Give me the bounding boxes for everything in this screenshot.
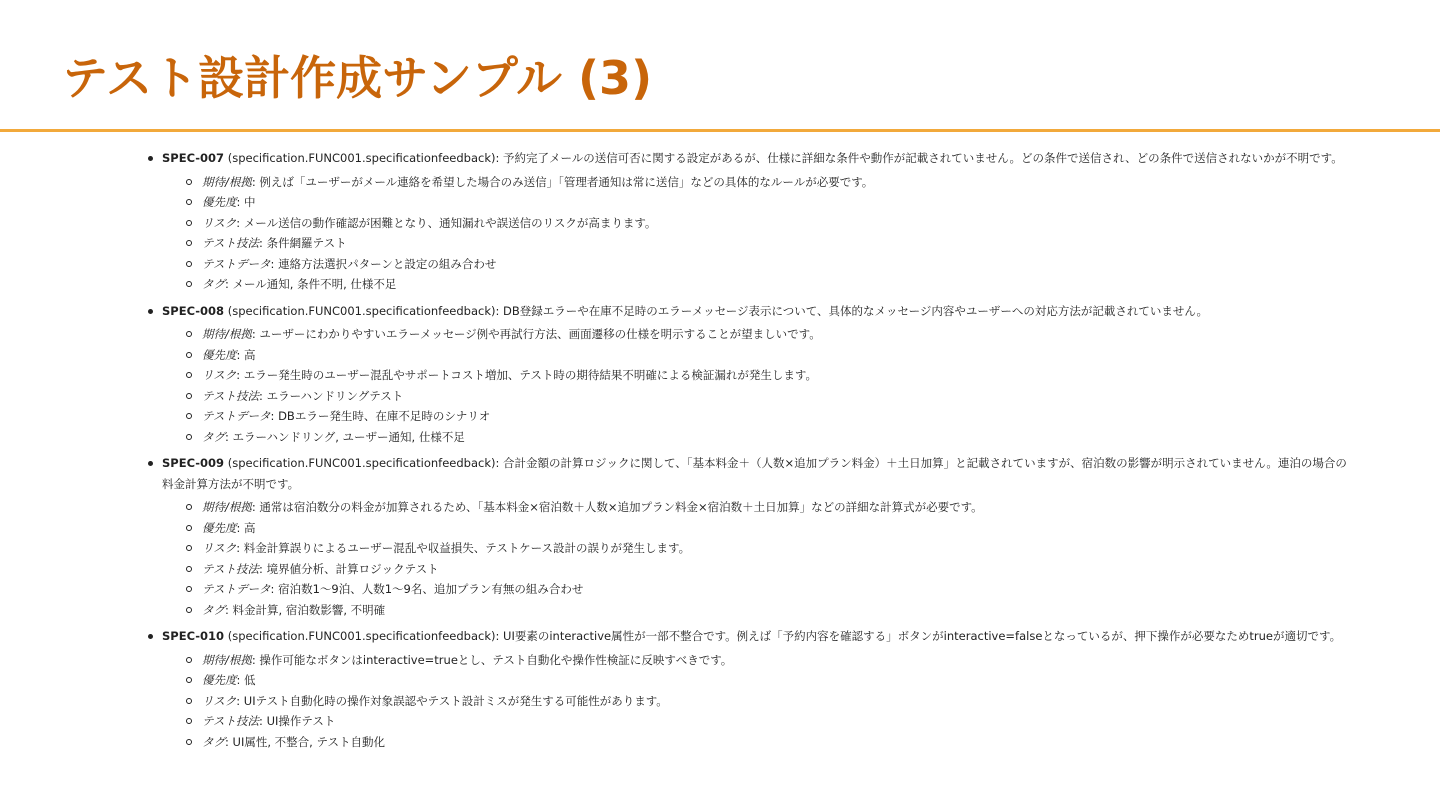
spec-detail-item bbox=[186, 254, 1348, 275]
spec-description: DB登録エラーや在庫不足時のエラーメッセージ表示について、具体的なメッセージ内容やユーザーへの対応方法が記載されていません。 bbox=[503, 303, 1209, 318]
bullet-icon bbox=[148, 309, 153, 314]
detail-text: : 通常は宿泊数分の料金が加算されるため、「基本料金×宿泊数＋人数×追加プラン料金×宿泊数＋土日加算」などの詳細な計算式が必要です。 bbox=[251, 500, 983, 514]
spec-id: SPEC-008 bbox=[162, 303, 225, 318]
spec-detail-item bbox=[186, 559, 1348, 580]
spec-item bbox=[148, 148, 1348, 295]
detail-text: : 連絡方法選択パターンと設定の組み合わせ bbox=[270, 256, 497, 271]
spec-source: (specification.FUNC001.specificationfeedback): bbox=[224, 456, 504, 470]
spec-detail-item bbox=[186, 233, 1348, 254]
circle-bullet-icon bbox=[186, 281, 192, 287]
circle-bullet-icon bbox=[186, 393, 192, 399]
circle-bullet-icon bbox=[186, 566, 192, 572]
detail-label: テストデータ bbox=[202, 582, 271, 596]
circle-bullet-icon bbox=[186, 607, 192, 613]
detail-text: : 料金計算, 宿泊数影響, 不明確 bbox=[225, 602, 386, 617]
detail-label: 優先度 bbox=[202, 520, 237, 535]
spec-source: (specification.FUNC001.specificationfeedback): bbox=[224, 151, 504, 165]
spec-source: (specification.FUNC001.specificationfeedback): bbox=[224, 303, 504, 318]
circle-bullet-icon bbox=[186, 525, 192, 531]
detail-text: : 操作可能なボタンはinteractive=trueとし、テスト自動化や操作性検証に反映すべきです。 bbox=[251, 652, 733, 667]
spec-summary bbox=[162, 148, 1348, 169]
slide-title: テスト設計作成サンプル (3) bbox=[62, 51, 653, 105]
detail-label: テスト技法 bbox=[202, 714, 260, 728]
detail-label: タグ bbox=[202, 734, 225, 749]
detail-label: 期待/根拠 bbox=[202, 652, 252, 667]
spec-detail-item bbox=[186, 650, 1348, 671]
spec-detail-item bbox=[186, 732, 1348, 753]
spec-detail-item bbox=[186, 192, 1348, 213]
circle-bullet-icon bbox=[186, 220, 192, 226]
circle-bullet-icon bbox=[186, 698, 192, 704]
detail-label: 期待/根拠 bbox=[202, 174, 252, 189]
spec-detail-item bbox=[186, 427, 1348, 448]
spec-detail-item bbox=[186, 600, 1348, 621]
circle-bullet-icon bbox=[186, 372, 192, 378]
spec-id: SPEC-009 bbox=[162, 456, 225, 470]
bullet-icon bbox=[148, 156, 153, 161]
circle-bullet-icon bbox=[186, 434, 192, 440]
detail-label: 優先度 bbox=[202, 195, 237, 209]
detail-text: : エラーハンドリングテスト bbox=[259, 388, 404, 403]
spec-item bbox=[148, 453, 1348, 620]
detail-label: タグ bbox=[202, 429, 225, 444]
spec-detail-item bbox=[186, 172, 1348, 193]
detail-text: : 料金計算誤りによるユーザー混乱や収益損失、テストケース設計の誤りが発生します。 bbox=[236, 541, 691, 555]
detail-text: : UI操作テスト bbox=[259, 714, 336, 728]
circle-bullet-icon bbox=[186, 504, 192, 510]
spec-detail-list bbox=[162, 650, 1348, 753]
circle-bullet-icon bbox=[186, 179, 192, 185]
spec-detail-list bbox=[162, 324, 1348, 447]
spec-detail-item bbox=[186, 497, 1348, 518]
circle-bullet-icon bbox=[186, 677, 192, 683]
circle-bullet-icon bbox=[186, 199, 192, 205]
detail-label: 優先度 bbox=[202, 673, 237, 687]
detail-text: : UIテスト自動化時の操作対象誤認やテスト設計ミスが発生する可能性があります。 bbox=[236, 693, 668, 708]
spec-item bbox=[148, 301, 1348, 448]
spec-detail-item bbox=[186, 579, 1348, 600]
detail-label: 期待/根拠 bbox=[202, 500, 252, 514]
spec-feedback-list bbox=[148, 148, 1348, 758]
spec-detail-item bbox=[186, 518, 1348, 539]
spec-summary bbox=[162, 301, 1348, 322]
detail-label: タグ bbox=[202, 602, 225, 617]
spec-detail-item bbox=[186, 386, 1348, 407]
detail-text: : 条件網羅テスト bbox=[259, 236, 347, 250]
detail-label: タグ bbox=[202, 277, 225, 291]
spec-id: SPEC-010 bbox=[162, 629, 225, 643]
detail-label: テスト技法 bbox=[202, 388, 260, 403]
circle-bullet-icon bbox=[186, 718, 192, 724]
detail-text: : 高 bbox=[236, 520, 256, 535]
detail-text: : ユーザーにわかりやすいエラーメッセージ例や再試行方法、画面遷移の仕様を明示することが望ましいです。 bbox=[251, 327, 821, 341]
spec-description: UI要素のinteractive属性が一部不整合です。例えば「予約内容を確認する」ボタンがinteractive=falseとなっているが、押下操作が必要なためtrueが適切です。 bbox=[503, 629, 1342, 643]
detail-text: : 境界値分析、計算ロジックテスト bbox=[259, 561, 439, 576]
detail-label: テスト技法 bbox=[202, 236, 260, 250]
detail-label: リスク bbox=[202, 368, 237, 382]
title-divider bbox=[0, 129, 1440, 132]
spec-description: 予約完了メールの送信可否に関する設定があるが、仕様に詳細な条件や動作が記載されていません。どの条件で送信され、どの条件で送信されないかが不明です。 bbox=[503, 151, 1343, 165]
spec-summary bbox=[162, 453, 1348, 494]
detail-text: : メール通知, 条件不明, 仕様不足 bbox=[225, 277, 397, 291]
detail-label: テストデータ bbox=[202, 256, 271, 271]
circle-bullet-icon bbox=[186, 352, 192, 358]
detail-label: リスク bbox=[202, 215, 237, 230]
spec-description: 合計金額の計算ロジックに関して、「基本料金＋（人数×追加プラン料金）＋土日加算」と記載されていますが、宿泊数の影響が明示されていません。連泊の場合の料金計算方法が不明です。 bbox=[162, 456, 1347, 491]
detail-label: 期待/根拠 bbox=[202, 327, 252, 341]
detail-text: : メール送信の動作確認が困難となり、通知漏れや誤送信のリスクが高まります。 bbox=[236, 215, 657, 230]
spec-detail-list bbox=[162, 172, 1348, 295]
circle-bullet-icon bbox=[186, 331, 192, 337]
detail-text: : 中 bbox=[236, 195, 256, 209]
spec-item bbox=[148, 626, 1348, 752]
spec-detail-item bbox=[186, 274, 1348, 295]
detail-label: リスク bbox=[202, 541, 237, 555]
circle-bullet-icon bbox=[186, 657, 192, 663]
detail-text: : 低 bbox=[236, 673, 256, 687]
spec-detail-item bbox=[186, 691, 1348, 712]
detail-text: : UI属性, 不整合, テスト自動化 bbox=[225, 734, 385, 749]
spec-detail-item bbox=[186, 345, 1348, 366]
spec-summary bbox=[162, 626, 1348, 647]
spec-detail-item bbox=[186, 324, 1348, 345]
spec-id: SPEC-007 bbox=[162, 151, 225, 165]
spec-detail-item bbox=[186, 538, 1348, 559]
detail-text: : 宿泊数1〜9泊、人数1〜9名、追加プラン有無の組み合わせ bbox=[270, 582, 584, 596]
circle-bullet-icon bbox=[186, 261, 192, 267]
circle-bullet-icon bbox=[186, 413, 192, 419]
bullet-icon bbox=[148, 634, 153, 639]
circle-bullet-icon bbox=[186, 240, 192, 246]
spec-detail-item bbox=[186, 711, 1348, 732]
detail-text: : 高 bbox=[236, 347, 256, 362]
spec-detail-item bbox=[186, 213, 1348, 234]
spec-source: (specification.FUNC001.specificationfeedback): bbox=[224, 629, 504, 643]
detail-label: リスク bbox=[202, 693, 237, 708]
bullet-icon bbox=[148, 461, 153, 466]
detail-text: : DBエラー発生時、在庫不足時のシナリオ bbox=[270, 409, 491, 423]
detail-label: 優先度 bbox=[202, 347, 237, 362]
detail-text: : エラーハンドリング, ユーザー通知, 仕様不足 bbox=[225, 429, 465, 444]
detail-text: : 例えば「ユーザーがメール連絡を希望した場合のみ送信」「管理者通知は常に送信」などの具体的なルールが必要です。 bbox=[251, 174, 874, 189]
circle-bullet-icon bbox=[186, 586, 192, 592]
detail-text: : エラー発生時のユーザー混乱やサポートコスト増加、テスト時の期待結果不明確による検証漏れが発生します。 bbox=[236, 368, 817, 382]
circle-bullet-icon bbox=[186, 545, 192, 551]
spec-detail-item bbox=[186, 406, 1348, 427]
circle-bullet-icon bbox=[186, 739, 192, 745]
spec-detail-item bbox=[186, 670, 1348, 691]
detail-label: テストデータ bbox=[202, 409, 271, 423]
spec-detail-list bbox=[162, 497, 1348, 620]
spec-detail-item bbox=[186, 365, 1348, 386]
detail-label: テスト技法 bbox=[202, 561, 260, 576]
